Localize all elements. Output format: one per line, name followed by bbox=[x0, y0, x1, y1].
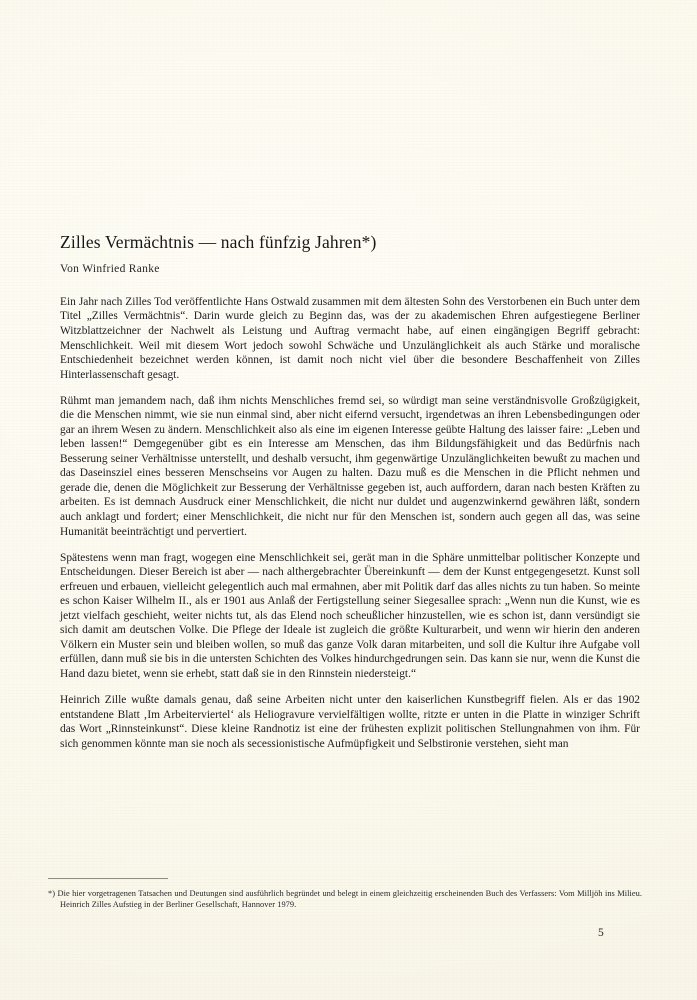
page-title: Zilles Vermächtnis — nach fünfzig Jahren*) bbox=[60, 232, 377, 252]
footnote-section bbox=[48, 878, 642, 910]
author-byline: Von Winfried Ranke bbox=[60, 262, 160, 275]
page-number: 5 bbox=[598, 927, 604, 939]
body-paragraph: Heinrich Zille wußte damals genau, daß seine Arbeiten nicht unter den kaiserlichen Kunstbegriff fielen. Als er das 1902 entstandene Blatt ‚Im Arbeiterviertel‘ als Heliogravure vervielfältigen wollte, ritzte er unten in die Platte in winziger Schrift das Wort „Rinnsteinkunst“. Diese kleine Randnotiz ist eine der frühesten explizit politischen Stellungnahmen von ihm. Für sich genommen könnte man sie noch als secessionistische Aufmüpfigkeit und Selbstironie verstehen, sieht man bbox=[60, 694, 640, 750]
body-paragraph: Rühmt man jemandem nach, daß ihm nichts Menschliches fremd sei, so würdigt man seine verständnisvolle Großzügigkeit, die die Menschen nimmt, wie sie nun einmal sind, aber nicht eifernd versucht, irgendetwas an ihren Lebensbedingungen oder gar an ihrem Wesen zu ändern. Menschlichkeit also als eine im eigenen Interesse geübte Haltung des laisser faire: „Leben und leben lassen!“ Demgegenüber gibt es ein Interesse am Menschen, das ihm Bildungsfähigkeit und das Bedürfnis nach Besserung seiner Verhältnisse unterstellt, und deshalb versucht, ihm gegenwärtige Unzulänglichkeiten bewußt zu machen und das Daseinsziel eines besseren Menschseins vor Augen zu halten. Dazu muß es die Menschen in die Pflicht nehmen und gerade die, denen die Möglichkeit zur Besserung der Verhältnisse gegeben ist, auch auffordern, daran nach besten Kräften zu arbeiten. Es ist demnach Ausdruck einer Menschlichkeit, die nicht nur duldet und augenzwinkernd gewähren läßt, sondern auch anklagt und fordert; einer Menschlichkeit, die nicht nur für den Menschen ist, sondern auch gegen all das, was seine Humanität beeinträchtigt und pervertiert. bbox=[60, 394, 640, 538]
footnote-separator-rule bbox=[48, 878, 168, 879]
article-body bbox=[60, 232, 640, 751]
footnote-text: *) Die hier vorgetragenen Tatsachen und Deutungen sind ausführlich begründet und belegt in einem gleichzeitig erscheinenden Buch des Verfassers: Vom Milljöh ins Milieu. Heinrich Zilles Aufstieg in der Berliner Gesellschaft, Hannover 1979. bbox=[48, 889, 642, 910]
body-paragraph: Spätestens wenn man fragt, wogegen eine Menschlichkeit sei, gerät man in die Sphäre unmittelbar politischer Konzepte und Entscheidungen. Dieser Bereich ist aber — nach althergebrachter Übereinkunft — dem der Kunst entgegengesetzt. Kunst soll erfreuen und erbauen, vielleicht gelegentlich auch mal ermahnen, aber mit Politik darf das alles nichts zu tun haben. So meinte es schon Kaiser Wilhelm II., als er 1901 aus Anlaß der Fertigstellung seiner Siegesallee sprach: „Wenn nun die Kunst, wie es jetzt vielfach geschieht, weiter nichts tut, als das Elend noch scheußlicher hinzustellen, wie es schon ist, dann versündigt sie sich damit am deutschen Volke. Die Pflege der Ideale ist zugleich die größte Kulturarbeit, und wenn wir hierin den anderen Völkern ein Muster sein und bleiben wollen, so muß das ganze Volk daran mitarbeiten, und soll die Kultur ihre Aufgabe voll erfüllen, dann muß sie bis in die untersten Schichten des Volkes hindurchgedrungen sein. Das kann sie nur, wenn die Kunst die Hand dazu bietet, wenn sie erhebt, statt daß sie in den Rinnstein niedersteigt.“ bbox=[60, 551, 640, 680]
body-paragraph: Ein Jahr nach Zilles Tod veröffentlichte Hans Ostwald zusammen mit dem ältesten Sohn des Verstorbenen ein Buch unter dem Titel „Zilles Vermächtnis“. Darin wurde gleich zu Beginn das, was der zu akademischen Ehren aufgestiegene Berliner Witzblattzeichner der Nachwelt als Leistung und Auftrag vermacht habe, auf einen eingängigen Begriff gebracht: Menschlichkeit. Weil mit diesem Wort jedoch sowohl Schwäche und Unzulänglichkeit als auch Stärke und moralische Entschiedenheit bezeichnet werden können, ist damit noch nicht viel über die besondere Beschaffenheit von Zilles Hinterlassenschaft gesagt. bbox=[60, 295, 640, 381]
